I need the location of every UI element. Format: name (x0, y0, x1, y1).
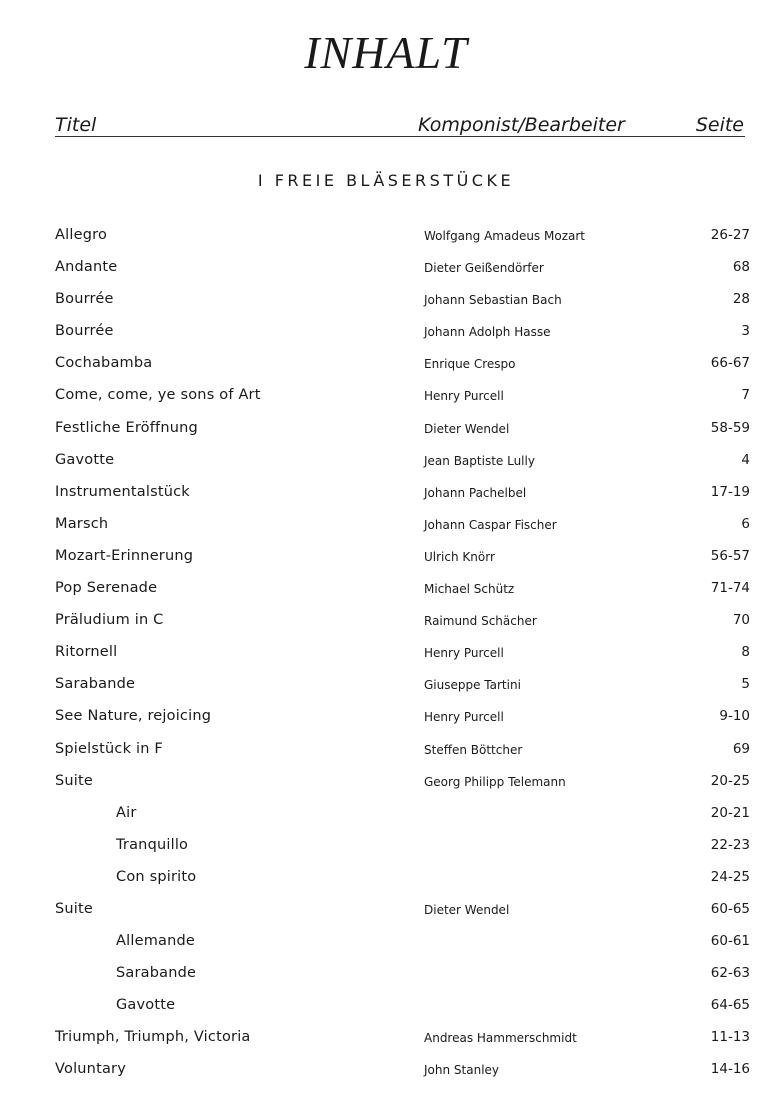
entry-row (0, 767, 772, 799)
entry-page: 11-13 (710, 1029, 750, 1046)
entry-row (0, 702, 772, 734)
entry-row (0, 285, 772, 317)
entry-page: 14-16 (710, 1061, 750, 1078)
entry-row (0, 446, 772, 478)
entry-title: Triumph, Triumph, Victoria (55, 1029, 251, 1046)
entry-page: 8 (741, 644, 750, 661)
entry-row (0, 735, 772, 767)
entry-row (0, 895, 772, 927)
entry-composer: John Stanley (424, 1063, 500, 1078)
entry-title: Bourrée (55, 291, 114, 308)
entry-page: 56-57 (710, 547, 750, 564)
column-header-page: Seite (695, 114, 744, 136)
entry-composer: Andreas Hammerschmidt (424, 1031, 577, 1046)
entry-title: Pop Serenade (55, 580, 158, 597)
entry-page: 26-27 (710, 227, 750, 243)
entry-page: 60-61 (710, 933, 750, 950)
entry-composer: Johann Pachelbel (424, 485, 527, 500)
entry-page: 22-23 (710, 836, 750, 853)
column-header-title: Titel (55, 114, 97, 136)
entry-page: 69 (732, 740, 750, 757)
entry-composer: Michael Schütz (424, 582, 515, 597)
entry-title: Sarabande (116, 965, 197, 982)
entry-title: Andante (55, 259, 118, 276)
entry-row (0, 221, 772, 253)
entry-title: Gavotte (55, 451, 115, 468)
entry-composer: Georg Philipp Telemann (424, 774, 566, 789)
entry-row (0, 349, 772, 381)
entry-page: 71-74 (710, 580, 750, 597)
entry-composer: Dieter Wendel (424, 902, 510, 917)
entry-composer: Raimund Schächer (424, 614, 537, 629)
entry-row (0, 574, 772, 606)
entry-title: Cochabamba (55, 355, 153, 372)
entry-title: Spielstück in F (55, 740, 163, 757)
entry-row (0, 1023, 772, 1055)
entry-page: 24-25 (710, 868, 750, 885)
entry-title: Air (116, 804, 137, 821)
entry-title: Tranquillo (116, 836, 189, 853)
entry-page: 20-25 (710, 772, 750, 789)
entry-page: 60-65 (710, 900, 750, 917)
entry-page: 62-63 (710, 965, 750, 982)
entry-title: Con spirito (116, 868, 197, 885)
entry-page: 6 (741, 515, 750, 532)
entry-row (0, 1055, 772, 1087)
entry-title: Marsch (55, 515, 109, 532)
entry-title: Ritornell (55, 644, 118, 661)
entry-row (0, 253, 772, 285)
entry-row (0, 381, 772, 413)
entry-composer: Henry Purcell (424, 646, 504, 661)
sub-entry-row (0, 863, 772, 895)
entry-page: 70 (732, 612, 750, 629)
entry-composer: Wolfgang Amadeus Mozart (424, 229, 585, 243)
sub-entry-row (0, 959, 772, 991)
entry-page: 7 (741, 387, 750, 404)
entry-title: Gavotte (116, 997, 176, 1014)
entry-title: Bourrée (55, 323, 114, 340)
entry-composer: Ulrich Knörr (424, 549, 495, 564)
sub-entry-row (0, 831, 772, 863)
entry-composer: Giuseppe Tartini (424, 678, 521, 693)
entry-composer: Enrique Crespo (424, 357, 516, 372)
entry-row (0, 638, 772, 670)
column-header-composer: Komponist/Bearbeiter (418, 114, 625, 136)
entry-row (0, 510, 772, 542)
sub-entry-row (0, 927, 772, 959)
entry-row (0, 542, 772, 574)
entry-page: 9-10 (719, 708, 750, 725)
entry-page: 64-65 (710, 997, 750, 1014)
entry-page: 3 (741, 323, 750, 340)
entry-composer: Henry Purcell (424, 389, 504, 404)
entry-composer: Dieter Wendel (424, 421, 510, 436)
entry-composer: Johann Caspar Fischer (424, 517, 557, 532)
entry-title: Sarabande (55, 676, 136, 693)
entry-composer: Jean Baptiste Lully (424, 453, 535, 468)
entry-title: See Nature, rejoicing (55, 708, 212, 725)
entry-list (0, 221, 772, 1088)
entry-title: Präludium in C (55, 612, 164, 629)
entry-title: Suite (55, 900, 94, 917)
entry-title: Voluntary (55, 1061, 126, 1078)
entry-row (0, 670, 772, 702)
entry-composer: Dieter Geißendörfer (424, 261, 544, 276)
entry-page: 68 (732, 259, 750, 276)
entry-page: 4 (741, 451, 750, 468)
entry-composer: Steffen Böttcher (424, 742, 523, 757)
entry-row (0, 414, 772, 446)
entry-page: 66-67 (710, 355, 750, 372)
entry-title: Allemande (116, 933, 196, 950)
entry-composer: Henry Purcell (424, 710, 504, 725)
entry-page: 5 (741, 676, 750, 693)
sub-entry-row (0, 799, 772, 831)
entry-title: Come, come, ye sons of Art (55, 387, 261, 404)
entry-page: 17-19 (710, 483, 750, 500)
entry-page: 28 (732, 291, 750, 308)
sub-entry-row (0, 991, 772, 1023)
entry-page: 58-59 (710, 419, 750, 436)
section-heading: I FREIE BLÄSERSTÜCKE (257, 171, 515, 190)
entry-title: Festliche Eröffnung (55, 419, 198, 436)
entry-composer: Johann Sebastian Bach (424, 293, 562, 308)
entry-composer: Johann Adolph Hasse (424, 325, 551, 340)
entry-page: 20-21 (710, 804, 750, 821)
entry-title: Instrumentalstück (55, 483, 190, 500)
entry-row (0, 317, 772, 349)
page-title: INHALT (304, 27, 468, 78)
entry-title: Suite (55, 772, 94, 789)
entry-row (0, 478, 772, 510)
entry-title: Mozart-Erinnerung (55, 547, 194, 564)
entry-title: Allegro (55, 227, 108, 243)
entry-row (0, 606, 772, 638)
header-divider (55, 136, 745, 137)
